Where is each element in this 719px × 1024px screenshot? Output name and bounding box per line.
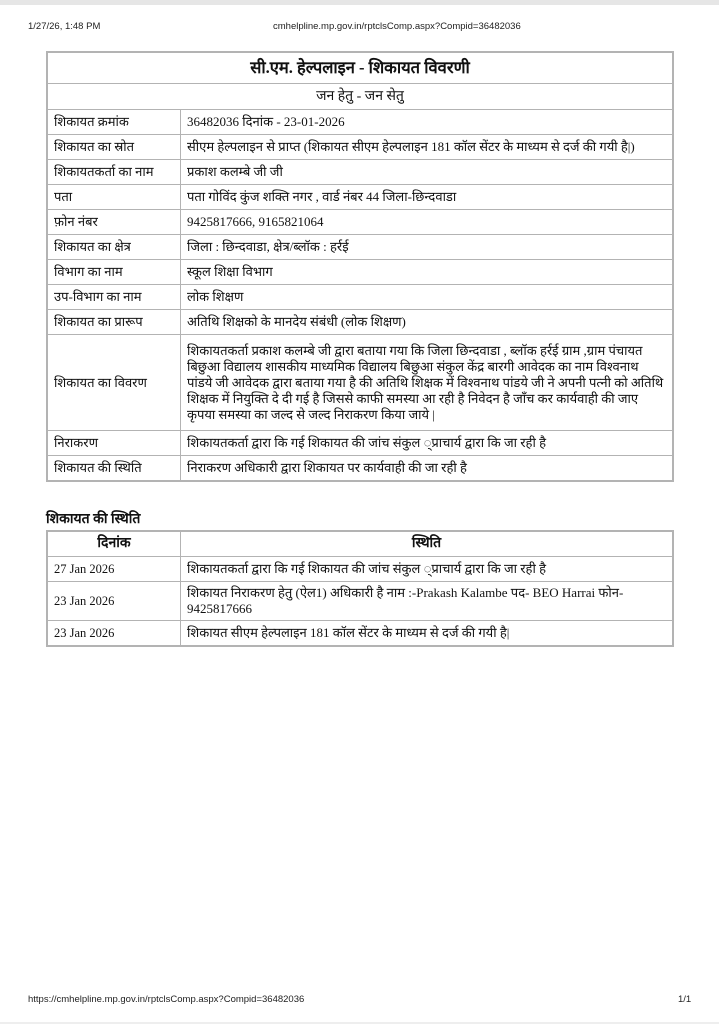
field-row-complainant-name (47, 160, 673, 185)
field-label: शिकायत का स्रोत (47, 135, 181, 160)
print-datetime: 1/27/26, 1:48 PM (28, 21, 101, 32)
field-label: फ़ोन नंबर (47, 210, 181, 235)
status-text: शिकायतकर्ता द्वारा कि गई शिकायत की जांच संकुल ्प्राचार्य द्वारा कि जा रही है (181, 557, 674, 582)
field-value: अतिथि शिक्षको के मानदेय संबंधी (लोक शिक्षण) (181, 310, 674, 335)
column-header-status: स्थिति (181, 531, 674, 557)
field-value: स्कूल शिक्षा विभाग (181, 260, 674, 285)
field-row-resolution (47, 431, 673, 456)
table-row (47, 621, 673, 647)
field-value: लोक शिक्षण (181, 285, 674, 310)
field-label: पता (47, 185, 181, 210)
status-header-row (47, 531, 673, 557)
field-row-address (47, 185, 673, 210)
complaint-details-table (46, 51, 674, 482)
field-row-complaint-type (47, 310, 673, 335)
field-label: शिकायत का प्रारूप (47, 310, 181, 335)
status-section-title: शिकायत की स्थिति (46, 512, 141, 527)
field-row-department (47, 260, 673, 285)
column-header-date: दिनांक (47, 531, 181, 557)
field-label: शिकायत का विवरण (47, 335, 181, 431)
field-value: 9425817666, 9165821064 (181, 210, 674, 235)
status-date: 23 Jan 2026 (47, 621, 181, 647)
field-label: शिकायतकर्ता का नाम (47, 160, 181, 185)
report-title: सी.एम. हेल्पलाइन - शिकायत विवरणी (47, 52, 673, 84)
field-row-source (47, 135, 673, 160)
report-title-row (47, 52, 673, 84)
field-label: निराकरण (47, 431, 181, 456)
status-text: शिकायत निराकरण हेतु (ऐल1) अधिकारी है नाम :-Prakash Kalambe पद- BEO Harrai फोन- 9425817666 (181, 582, 674, 621)
field-value: प्रकाश कलम्बे जी जी (181, 160, 674, 185)
field-value: जिला : छिन्दवाडा, क्षेत्र/ब्लॉक : हर्रई (181, 235, 674, 260)
status-history-table (46, 530, 674, 647)
table-row (47, 557, 673, 582)
field-value: 36482036 दिनांक - 23-01-2026 (181, 110, 674, 135)
status-date: 27 Jan 2026 (47, 557, 181, 582)
table-row (47, 582, 673, 621)
status-text: शिकायत सीएम हेल्पलाइन 181 कॉल सेंटर के माध्यम से दर्ज की गयी है| (181, 621, 674, 647)
field-row-area (47, 235, 673, 260)
field-value: पता गोविंद कुंज शक्ति नगर , वार्ड नंबर 44 जिला-छिन्दवाडा (181, 185, 674, 210)
page-number: 1/1 (678, 994, 692, 1005)
top-band (0, 0, 719, 5)
field-row-complaint-number (47, 110, 673, 135)
field-value: सीएम हेल्पलाइन से प्राप्त (शिकायत सीएम हेल्पलाइन 181 कॉल सेंटर के माध्यम से दर्ज की गयी है|) (181, 135, 674, 160)
field-value: शिकायतकर्ता द्वारा कि गई शिकायत की जांच संकुल ्प्राचार्य द्वारा कि जा रही है (181, 431, 674, 456)
field-row-description (47, 335, 673, 431)
field-label: शिकायत की स्थिति (47, 456, 181, 482)
field-value: शिकायतकर्ता प्रकाश कलम्बे जी द्वारा बताया गया कि जिला छिन्दवाडा , ब्लॉक हर्रई ग्राम ,ग्राम पंचायत बिछुआ विद्यालय शासकीय माध्यमिक विद्यालय बिछुआ संकुल केंद्र बारगी आवेदक का नाम विश्वनाथ पांडये जी आवेदक द्वारा बताया गया है की अतिथि शिक्षक में विश्वनाथ पांडये जी ने अपनी पत्नी को अतिथि शिक्षक में नियुक्ति दे दी गई है जिससे काफी समस्या आ रही है निवेदन है जाँच कर कार्यवाही की जाए कृपया समस्या का जल्द से जल्द निराकरण किया जाये | (181, 335, 674, 431)
field-label: उप-विभाग का नाम (47, 285, 181, 310)
field-row-sub-department (47, 285, 673, 310)
report-subtitle-row (47, 84, 673, 110)
field-row-phone (47, 210, 673, 235)
report-subtitle: जन हेतु - जन सेतु (47, 84, 673, 110)
field-label: शिकायत क्रमांक (47, 110, 181, 135)
status-date: 23 Jan 2026 (47, 582, 181, 621)
field-value: निराकरण अधिकारी द्वारा शिकायत पर कार्यवाही की जा रही है (181, 456, 674, 482)
field-label: शिकायत का क्षेत्र (47, 235, 181, 260)
print-footer-url: https://cmhelpline.mp.gov.in/rptclsComp.aspx?Compid=36482036 (28, 994, 305, 1005)
print-header-url: cmhelpline.mp.gov.in/rptclsComp.aspx?Compid=36482036 (273, 21, 521, 32)
field-row-status (47, 456, 673, 482)
field-label: विभाग का नाम (47, 260, 181, 285)
